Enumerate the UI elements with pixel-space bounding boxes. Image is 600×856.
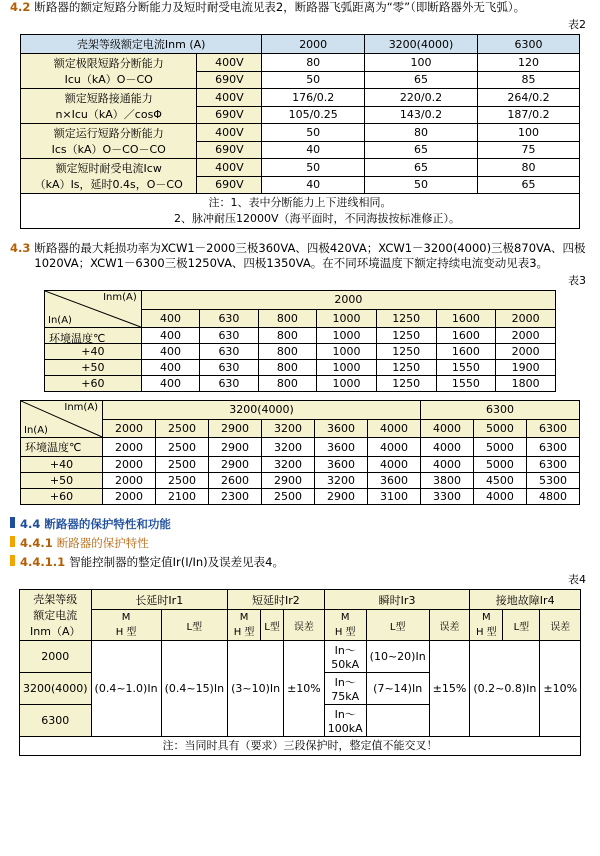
- table3a-col-2: 630: [200, 309, 258, 328]
- table-row: [21, 194, 580, 229]
- table3a-r1-c7: 2000: [496, 328, 556, 344]
- table4-sub-mh-2-line1: M: [239, 612, 249, 624]
- table4-sub-mh-1: [91, 610, 161, 641]
- table3a-r1b-c7: 2000: [496, 344, 556, 360]
- table2-r8-c1: 40: [262, 176, 365, 194]
- table-row: [21, 54, 580, 72]
- table-row: [45, 291, 556, 310]
- table3b-r0-c7: 4000: [420, 438, 473, 457]
- table3a-r3-c5: 1250: [376, 376, 436, 392]
- table2-row4-label: [21, 159, 197, 194]
- section-bullet-icon: [10, 536, 15, 547]
- table3b-r3-c8: 4000: [473, 489, 526, 505]
- table2-r8-c3: 65: [478, 176, 580, 194]
- section-4-2-number: 4.2: [10, 0, 31, 14]
- table3b-r2-c3: 2600: [209, 473, 262, 489]
- table4-ir2-mh: (3~10)In: [228, 641, 284, 737]
- table3a-temp-2: +50: [45, 360, 142, 376]
- table4-sub-err-4: 误差: [540, 610, 581, 641]
- table-row: [19, 590, 580, 610]
- table2-row3-volt2: 690V: [197, 141, 262, 159]
- table-row: [45, 328, 556, 344]
- table4-ir3-l-1: (10~20)In: [366, 641, 429, 673]
- table3b-col-9: 6300: [526, 419, 579, 438]
- table2-r1-c1: 80: [262, 54, 365, 72]
- table3a-temp-3: +60: [45, 376, 142, 392]
- table3b-temp-1: +40: [21, 457, 103, 473]
- table3b-r1-c4: 3200: [262, 457, 315, 473]
- table2-header-col-2: 3200(4000): [364, 35, 477, 54]
- table3b-env-label: 环境温度℃: [21, 438, 103, 457]
- table3b-r1-c9: 6300: [526, 457, 579, 473]
- section-4-3: [10, 241, 590, 271]
- table3a-group: 2000: [141, 291, 555, 310]
- table3b-col-1: 2000: [103, 419, 156, 438]
- section-4-2-text: 断路器的额定短路分断能力及短时耐受电流见表2，断路器飞弧距离为“零”（即断路器外无飞弧）。: [34, 0, 526, 14]
- table4-sub-l-2: L型: [261, 610, 284, 641]
- table3b-corner-top: Inm(A): [64, 402, 99, 413]
- table3b-r1-c7: 4000: [420, 457, 473, 473]
- table3a-env-label-text: 环境温度℃: [49, 332, 106, 345]
- table-row: [45, 360, 556, 376]
- table3b-r3-c6: 3100: [367, 489, 420, 505]
- table4-sub-mh-1-line2: H 型: [115, 627, 137, 639]
- table3a-r2-c6: 1550: [436, 360, 496, 376]
- table3b-r2-c8: 4500: [473, 473, 526, 489]
- table3a-r1b-c4: 1000: [317, 344, 377, 360]
- table3b-r3-c5: 2900: [315, 489, 368, 505]
- table4-col1-line2: 额定电流: [33, 609, 78, 622]
- table3b-col-3: 2900: [209, 419, 262, 438]
- table-row: [21, 473, 580, 489]
- table3b-group-1: 3200(4000): [103, 401, 421, 420]
- table2-row4-volt2: 690V: [197, 176, 262, 194]
- section-4-4-1-1-number: 4.4.1.1: [20, 555, 66, 569]
- table2-note-line1: 注：1、表中分断能力上下进线相同。: [208, 196, 392, 209]
- table2-header-label: 壳架等级额定电流Inm (A): [21, 35, 262, 54]
- table3b-corner-bottom: In(A): [24, 425, 48, 436]
- table3b-temp-3: +60: [21, 489, 103, 505]
- table2-r5-c2: 80: [364, 124, 477, 142]
- section-4-3-number: 4.3: [10, 241, 31, 255]
- table3a-r3-c7: 1800: [496, 376, 556, 392]
- table3a-r1-c2: 630: [200, 328, 258, 344]
- table2-r5-c1: 50: [262, 124, 365, 142]
- section-4-4-number: 4.4: [20, 517, 41, 531]
- table2-row2-label-line2: n×Icu（kA）／cosΦ: [55, 108, 162, 121]
- table3b-r0-c6: 4000: [367, 438, 420, 457]
- table3a-r2-c7: 1900: [496, 360, 556, 376]
- table3b-col-2: 2500: [156, 419, 209, 438]
- table-row: [45, 376, 556, 392]
- table2-row1-label-line2: Icu（kA）O－CO: [64, 73, 153, 86]
- table3b-r3-c9: 4800: [526, 489, 579, 505]
- section-4-4-1-1: [10, 555, 590, 570]
- table4-ir1-l: (0.4~15)In: [161, 641, 228, 737]
- table3a-col-7: 2000: [496, 309, 556, 328]
- table2-row1-label-line1: 额定极限短路分断能力: [53, 57, 164, 70]
- table3a-r1-c1: 400: [141, 328, 199, 344]
- table3a-r2-c2: 630: [200, 360, 258, 376]
- table2-r6-c2: 65: [364, 141, 477, 159]
- section-4-4-1-number: 4.4.1: [20, 536, 53, 550]
- table-row: [19, 641, 580, 673]
- table3b-r3-c1: 2000: [103, 489, 156, 505]
- table3b-col-6: 4000: [367, 419, 420, 438]
- table4-sub-mh-3-line2: H 型: [334, 627, 356, 639]
- table3a-temp-1: +40: [45, 344, 142, 360]
- table3a-corner-bottom: In(A): [48, 315, 72, 326]
- table2-r2-c2: 65: [364, 71, 477, 89]
- table3b-r2-c9: 5300: [526, 473, 579, 489]
- table4-ir4-err: ±10%: [540, 641, 581, 737]
- table3b-r0-c1: 2000: [103, 438, 156, 457]
- table2-row2-label-line1: 额定短路接通能力: [64, 92, 153, 105]
- table3a-r1-c5: 1250: [376, 328, 436, 344]
- table4-sub-mh-1-line1: M: [121, 612, 131, 624]
- table3a-col-4: 1000: [317, 309, 377, 328]
- table4-sub-mh-3: [324, 610, 366, 641]
- table3a-r3-c6: 1550: [436, 376, 496, 392]
- table2-row4-label-line2: （kA）Is，延时0.4s，O－CO: [34, 178, 183, 191]
- table3b-r2-c5: 3200: [315, 473, 368, 489]
- table4-ir3-mh-1: In～50kA: [324, 641, 366, 673]
- table3b-temp-2: +50: [21, 473, 103, 489]
- table2-note-line2: 2、脉冲耐压12000V（海平面时，不同海拔按标准修正）。: [173, 212, 460, 225]
- table-row: [45, 344, 556, 360]
- table4-sub-l-4: L型: [503, 610, 540, 641]
- table2-header-col-1: 2000: [262, 35, 365, 54]
- table4-group-2: 短延时Ir2: [228, 590, 325, 610]
- table2-r7-c3: 80: [478, 159, 580, 177]
- table3b-r0-c5: 3600: [315, 438, 368, 457]
- table3-caption: 表3: [568, 274, 586, 287]
- table4-col1-header: [19, 590, 91, 641]
- table2-r6-c1: 40: [262, 141, 365, 159]
- table-row: [21, 35, 580, 54]
- table3b-r1-c5: 3600: [315, 457, 368, 473]
- table2-r5-c3: 100: [478, 124, 580, 142]
- table3b-col-4: 3200: [262, 419, 315, 438]
- table3a-r1-c6: 1600: [436, 328, 496, 344]
- table2-r4-c2: 143/0.2: [364, 106, 477, 124]
- table4-caption: 表4: [568, 573, 586, 586]
- table4-ir3-l-3: [366, 705, 429, 737]
- table3b-r1-c3: 2900: [209, 457, 262, 473]
- table3a-r2-c4: 1000: [317, 360, 377, 376]
- table3a-r3-c4: 1000: [317, 376, 377, 392]
- table4-sub-mh-4: [470, 610, 503, 641]
- table-row: [21, 401, 580, 420]
- table3b-r0-c2: 2500: [156, 438, 209, 457]
- table4-ir3-mh-2: In～75kA: [324, 673, 366, 705]
- section-4-3-text: 断路器的最大耗损功率为XCW1－2000三极360VA、四极420VA；XCW1－3200(4000)三极870VA、四极1020VA；XCW1－6300三极1250VA、四极1350VA。在不同环境温度下额定持续电流变动见表3。: [34, 241, 586, 270]
- table2-row2-volt2: 690V: [197, 106, 262, 124]
- table-row: [21, 159, 580, 177]
- table3a-col-1: 400: [141, 309, 199, 328]
- table4-sub-mh-2: [228, 610, 261, 641]
- table3a-corner-top: Inm(A): [103, 292, 137, 303]
- section-4-4-1: [10, 536, 590, 551]
- table3b-r1-c2: 2500: [156, 457, 209, 473]
- table3a-corner: [45, 291, 142, 328]
- table4-col1-line3: Inm（A）: [30, 625, 81, 638]
- table3b-r3-c7: 3300: [420, 489, 473, 505]
- table4-model-2: 3200(4000): [19, 673, 91, 705]
- section-bullet-icon: [10, 517, 15, 528]
- table-row: [21, 457, 580, 473]
- table2-r7-c1: 50: [262, 159, 365, 177]
- table3a-r2-c1: 400: [141, 360, 199, 376]
- table-current-variation-3200-6300: [20, 400, 580, 505]
- table3a-col-3: 800: [258, 309, 316, 328]
- table4-note: 注：当同时具有（要求）三段保护时，整定值不能交叉！: [19, 737, 580, 756]
- table2-row3-label: [21, 124, 197, 159]
- table3b-col-7: 4000: [420, 419, 473, 438]
- table4-ir2-err: ±10%: [284, 641, 325, 737]
- table2-r4-c3: 187/0.2: [478, 106, 580, 124]
- table3a-env-label: [45, 328, 142, 344]
- table3b-r0-c9: 6300: [526, 438, 579, 457]
- table2-row2-label: [21, 89, 197, 124]
- table3b-r3-c2: 2100: [156, 489, 209, 505]
- table4-sub-mh-2-line2: H 型: [233, 627, 255, 639]
- table3b-r2-c6: 3600: [367, 473, 420, 489]
- table3a-r1-c3: 800: [258, 328, 316, 344]
- table3a-r3-c1: 400: [141, 376, 199, 392]
- table-current-variation-2000: [44, 290, 556, 392]
- table-row: [21, 438, 580, 457]
- table2-row1-label: [21, 54, 197, 89]
- table3b-r1-c1: 2000: [103, 457, 156, 473]
- table2-header-col-3: 6300: [478, 35, 580, 54]
- table2-row1-volt1: 400V: [197, 54, 262, 72]
- table4-sub-l-1: L型: [161, 610, 228, 641]
- table2-caption: 表2: [568, 18, 586, 31]
- table-protection-settings: [19, 589, 581, 756]
- table-row: [21, 489, 580, 505]
- table2-r2-c1: 50: [262, 71, 365, 89]
- table3a-r3-c2: 630: [200, 376, 258, 392]
- table3b-r1-c8: 5000: [473, 457, 526, 473]
- table4-group-3: 瞬时Ir3: [324, 590, 470, 610]
- table2-row2-volt1: 400V: [197, 89, 262, 107]
- table4-sub-mh-4-line2: H 型: [475, 627, 497, 639]
- table-rated-breaking-capacity: [20, 34, 580, 229]
- table2-row1-volt2: 690V: [197, 71, 262, 89]
- table4-ir3-err: ±15%: [429, 641, 470, 737]
- table2-r3-c2: 220/0.2: [364, 89, 477, 107]
- table3b-r3-c3: 2300: [209, 489, 262, 505]
- table3a-r1b-c3: 800: [258, 344, 316, 360]
- table3b-group-2: 6300: [420, 401, 579, 420]
- table2-r3-c1: 176/0.2: [262, 89, 365, 107]
- table3b-r1-c6: 4000: [367, 457, 420, 473]
- table3a-r1b-c6: 1600: [436, 344, 496, 360]
- table2-r3-c3: 264/0.2: [478, 89, 580, 107]
- table3b-r2-c4: 2900: [262, 473, 315, 489]
- table2-row4-label-line1: 额定短时耐受电流Icw: [55, 162, 162, 175]
- table3b-r2-c1: 2000: [103, 473, 156, 489]
- table3b-r0-c3: 2900: [209, 438, 262, 457]
- table3a-r1b-c2: 630: [200, 344, 258, 360]
- table2-r7-c2: 65: [364, 159, 477, 177]
- table3a-col-5: 1250: [376, 309, 436, 328]
- table4-ir4-mh: (0.2~0.8)In: [470, 641, 540, 737]
- table-row: [21, 419, 580, 438]
- table3b-col-8: 5000: [473, 419, 526, 438]
- section-4-2: [10, 0, 590, 15]
- table2-r2-c3: 85: [478, 71, 580, 89]
- table4-ir3-l-2: (7~14)In: [366, 673, 429, 705]
- table4-ir3-mh-3: In～100kA: [324, 705, 366, 737]
- table4-model-1: 2000: [19, 641, 91, 673]
- table2-r6-c3: 75: [478, 141, 580, 159]
- table3a-r1-c4: 1000: [317, 328, 377, 344]
- table4-model-3: 6300: [19, 705, 91, 737]
- table3b-r0-c4: 3200: [262, 438, 315, 457]
- table2-row4-volt1: 400V: [197, 159, 262, 177]
- table3b-r0-c8: 5000: [473, 438, 526, 457]
- table3b-r3-c4: 2500: [262, 489, 315, 505]
- table-row: [19, 737, 580, 756]
- table2-row3-volt1: 400V: [197, 124, 262, 142]
- table-row: [21, 89, 580, 107]
- table4-sub-err-2: 误差: [284, 610, 325, 641]
- table-row: [21, 124, 580, 142]
- section-bullet-icon: [10, 555, 15, 566]
- table4-sub-mh-3-line1: M: [340, 612, 350, 624]
- section-4-4-text: 断路器的保护特性和功能: [44, 517, 171, 531]
- table4-col1-line1: 壳架等级: [33, 593, 78, 606]
- table3b-r2-c7: 3800: [420, 473, 473, 489]
- table2-r4-c1: 105/0.25: [262, 106, 365, 124]
- table3a-r1b-c5: 1250: [376, 344, 436, 360]
- table2-row3-label-line2: Ics（kA）O－CO－CO: [51, 143, 166, 156]
- table3b-corner: [21, 401, 103, 438]
- table3a-col-6: 1600: [436, 309, 496, 328]
- table4-ir1-mh: (0.4~1.0)In: [91, 641, 161, 737]
- section-4-4-1-1-text: 智能控制器的整定值Ir(I/In)及误差见表4。: [69, 555, 284, 569]
- table4-sub-l-3: L型: [366, 610, 429, 641]
- table2-r1-c2: 100: [364, 54, 477, 72]
- table2-r8-c2: 50: [364, 176, 477, 194]
- table3b-col-5: 3600: [315, 419, 368, 438]
- table3b-r2-c2: 2500: [156, 473, 209, 489]
- table4-group-4: 接地故障Ir4: [470, 590, 581, 610]
- table4-sub-mh-4-line1: M: [482, 612, 491, 624]
- table3a-r2-c5: 1250: [376, 360, 436, 376]
- table4-sub-err-3: 误差: [429, 610, 470, 641]
- table2-note: [21, 194, 580, 229]
- table3a-r1b-c1: 400: [141, 344, 199, 360]
- table2-row3-label-line1: 额定运行短路分断能力: [53, 127, 164, 140]
- table-row: [19, 610, 580, 641]
- table3a-r3-c3: 800: [258, 376, 316, 392]
- section-4-4-1-text: 断路器的保护特性: [56, 536, 149, 550]
- table4-group-1: 长延时Ir1: [91, 590, 228, 610]
- section-4-4: [10, 517, 590, 532]
- table3a-r2-c3: 800: [258, 360, 316, 376]
- table2-r1-c3: 120: [478, 54, 580, 72]
